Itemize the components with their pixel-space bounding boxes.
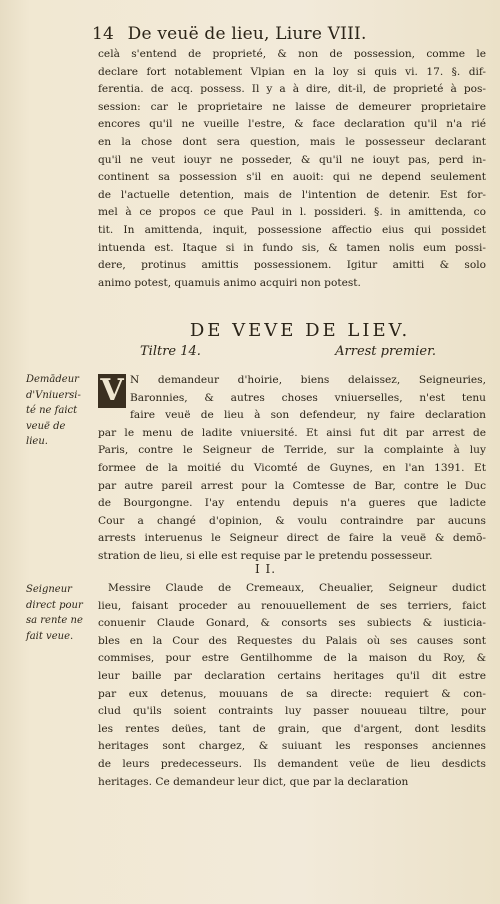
text-line: session: car le proprietaire ne laisse de demeurer proprietaire: [98, 100, 486, 113]
margin-note-line: sa rente ne: [26, 615, 83, 626]
arrest-label: Arrest premier.: [335, 344, 436, 359]
text-line: Messire Claude de Cremeaux, Cheualier, Seigneur dudict: [108, 582, 486, 594]
text-line: mel à ce propos ce que Paul in l. possideri. §. in amittenda, co: [98, 206, 486, 219]
margin-note-line: Demādeur: [26, 374, 79, 385]
text-line: de l'actuelle detention, mais de l'intention de detenir. Est for-: [98, 188, 486, 201]
text-line: lieu, faisant proceder au renouuellement de ses terriers, faict: [98, 599, 486, 612]
text-line: ferentia. de acq. possess. Il y a à dire, dit-il, de proprieté à pos-: [98, 83, 486, 96]
margin-note-line: fait veue.: [26, 630, 74, 642]
text-line: leur baille par declaration certains heritages qu'il dit estre: [98, 669, 486, 682]
margin-note-line: Seigneur: [26, 584, 72, 595]
section-title: DE VEVE DE LIEV.: [189, 320, 411, 341]
margin-note-line: té ne faict: [26, 405, 78, 416]
text-line: celà s'entend de proprieté, & non de possession, comme le: [98, 48, 486, 60]
tiltre-label: Tiltre 14.: [140, 344, 201, 359]
text-line: arrests interuenus le Seigneur direct de faire la veuë & demõ-: [98, 532, 486, 545]
margin-note-line: veuë de: [26, 420, 66, 432]
text-line: Paris, contre le Seigneur de Terride, sur la complainte à luy: [98, 444, 486, 457]
text-line: faire veuë de lieu à son defendeur, ny faire declaration: [130, 409, 486, 422]
text-line: formee de la moitié du Vicomté de Guynes, en l'an 1391. Et: [98, 461, 486, 474]
text-line: par eux detenus, mouuans de sa directe: requiert & con-: [98, 687, 486, 700]
margin-note-line: direct pour: [26, 599, 83, 611]
continued-text: [98, 46, 486, 292]
article-1: [98, 372, 486, 566]
article-number: I I.: [255, 562, 277, 576]
margin-note-line: lieu.: [26, 436, 48, 447]
text-line: heritages. Ce demandeur leur dict, que par la declaration: [98, 775, 409, 788]
text-line: heritages sont chargez, & suiuant les responses anciennes: [98, 740, 486, 753]
text-line: les rentes deües, tant de grain, que d'argent, dont lesdits: [98, 722, 486, 735]
text-line: par autre pareil arrest pour la Comtesse de Bar, contre le Duc: [98, 479, 486, 492]
margin-note: [26, 372, 96, 450]
article-2: [98, 580, 486, 791]
text-line: N demandeur d'hoirie, biens delaissez, Seigneuries,: [130, 374, 486, 386]
text-line: conuenir Claude Gonard, & consorts ses subiects & iusticia-: [98, 617, 486, 630]
text-line: commises, pour estre Gentilhomme de la maison du Roy, &: [98, 652, 486, 665]
running-head: [92, 24, 442, 44]
text-line: de leurs predecesseurs. Ils demandent veüe de lieu desdicts: [98, 757, 486, 770]
text-line: bles en la Cour des Requestes du Palais où ses causes sont: [98, 634, 486, 647]
page-number: 14: [92, 24, 115, 44]
margin-note: [26, 582, 96, 644]
margin-note-line: d'Vniuersi-: [26, 389, 81, 401]
text-line: clud qu'ils soient contraints luy passer nouueau tiltre, pour: [98, 705, 486, 718]
text-line: Cour a changé d'opinion, & voulu contraindre par aucuns: [98, 514, 486, 527]
text-line: qu'il ne veut iouyr ne posseder, & qu'il ne iouyt pas, perd in-: [98, 153, 486, 166]
text-line: par le menu de ladite vniuersité. Et ainsi fut dit par arrest de: [98, 426, 486, 439]
dropcap-initial: V: [98, 374, 126, 408]
text-line: de Bourgongne. I'ay entendu depuis n'a gueres que ladicte: [98, 497, 486, 510]
section-subtitle: [140, 344, 436, 359]
text-line: declare fort notablement Vlpian en la loy si quis vi. 17. §. dif-: [98, 65, 486, 78]
text-line: encores qu'il ne vueille l'estre, & face declaration qu'il n'a rié: [98, 118, 486, 131]
running-title: De veuë de lieu, Liure VIII.: [127, 24, 367, 44]
text-line: dere, protinus amittis possessionem. Igitur amitti & solo: [98, 259, 486, 272]
text-line: Baronnies, & autres choses vniuerselles, n'est tenu: [130, 391, 486, 404]
text-line: intuenda est. Itaque si in fundo sis, & tamen nolis eum possi-: [98, 241, 486, 254]
text-line: en la chose dont sera question, mais le possesseur declarant: [98, 135, 486, 148]
text-line: continent sa possession s'il en auoit: qui ne depend seulement: [98, 171, 486, 184]
text-line: stration de lieu, si elle est requise par le pretendu possesseur.: [98, 549, 433, 562]
text-line: animo potest, quamuis animo acquiri non potest.: [98, 276, 361, 289]
text-line: tit. In amittenda, inquit, possessione affectio eius qui possidet: [98, 223, 486, 236]
